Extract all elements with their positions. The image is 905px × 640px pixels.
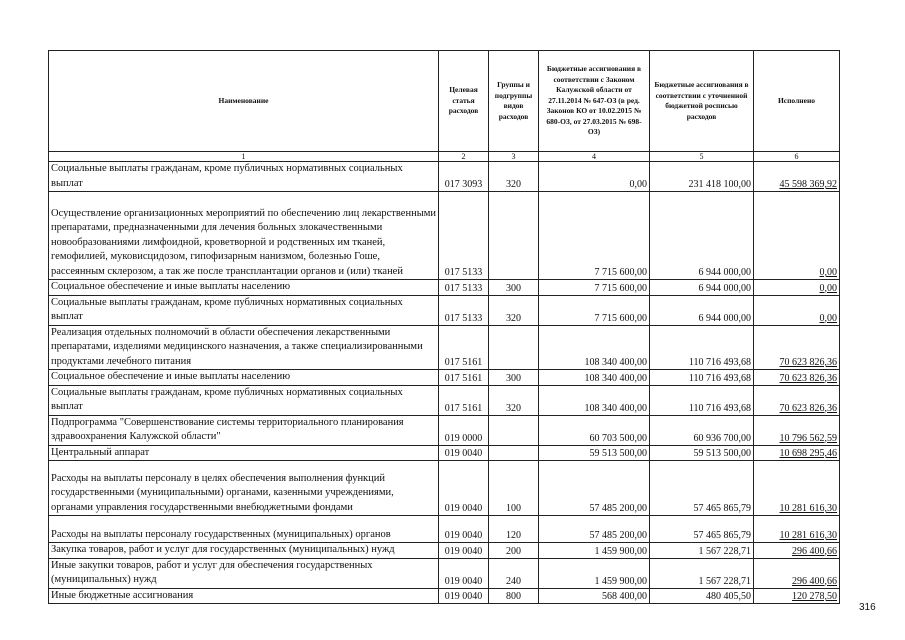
row-target-article: 019 0000 [439,415,489,445]
row-executed-amount: 10 281 616,30 [754,516,840,543]
table-row [49,162,840,192]
column-number: 2 [439,152,489,162]
row-law-amount: 108 340 400,00 [539,385,650,415]
row-law-amount: 57 485 200,00 [539,516,650,543]
table-row [49,543,840,559]
row-executed-amount: 10 698 295,46 [754,445,840,461]
row-target-article: 017 5133 [439,295,489,325]
header-expense-groups: Группы и подгруппы видов расходов [489,51,539,152]
row-executed-amount: 296 400,66 [754,543,840,559]
column-number: 1 [49,152,439,162]
table-row [49,325,840,370]
row-target-article: 019 0040 [439,461,489,516]
row-name: Реализация отдельных полномочий в области обеспечения лекарственными препаратами, изделиями медицинского назначения, а также специализированными продуктами лечебного питания [49,325,439,370]
table-row [49,370,840,386]
row-expense-group: 300 [489,370,539,386]
row-executed-amount: 0,00 [754,280,840,296]
row-refined-amount: 1 567 228,71 [650,543,754,559]
column-number: 5 [650,152,754,162]
header-refined-allocations: Бюджетные ассигнования в соответствии с уточненной бюджетной росписью расходов [650,51,754,152]
row-expense-group [489,415,539,445]
table-row [49,588,840,604]
row-expense-group: 100 [489,461,539,516]
row-executed-amount: 10 281 616,30 [754,461,840,516]
row-expense-group: 800 [489,588,539,604]
row-executed-amount: 296 400,66 [754,558,840,588]
row-refined-amount: 57 465 865,79 [650,461,754,516]
column-number: 4 [539,152,650,162]
budget-table [48,50,840,604]
row-executed-amount: 70 623 826,36 [754,325,840,370]
row-refined-amount: 59 513 500,00 [650,445,754,461]
row-executed-amount: 0,00 [754,192,840,280]
row-refined-amount: 480 405,50 [650,588,754,604]
row-executed-amount: 70 623 826,36 [754,385,840,415]
row-refined-amount: 231 418 100,00 [650,162,754,192]
row-refined-amount: 110 716 493,68 [650,385,754,415]
row-target-article: 017 3093 [439,162,489,192]
row-executed-amount: 45 598 369,92 [754,162,840,192]
row-name: Расходы на выплаты персоналу в целях обеспечения выполнения функций государственными (муниципальными) органами, казенными учреждениями, органами управления государственными внебюджетными фондами [49,461,439,516]
row-name: Осуществление организационных мероприятий по обеспечению лиц лекарственными препаратами, предназначенными для лечения больных злокачественными новообразованиями лимфоидной, кроветворной и родственных им тканей, гемофилией, муковисцидозом, гипофизарным нанизмом, болезнью Гоше, рассеянным склерозом, а так же после трансплантации органов и (или) тканей [49,192,439,280]
row-name: Центральный аппарат [49,445,439,461]
row-refined-amount: 60 936 700,00 [650,415,754,445]
row-executed-amount: 10 796 562,59 [754,415,840,445]
row-executed-amount: 0,00 [754,295,840,325]
row-law-amount: 7 715 600,00 [539,295,650,325]
row-name: Социальное обеспечение и иные выплаты населению [49,370,439,386]
row-executed-amount: 70 623 826,36 [754,370,840,386]
row-name: Закупка товаров, работ и услуг для государственных (муниципальных) нужд [49,543,439,559]
row-expense-group: 240 [489,558,539,588]
row-target-article: 019 0040 [439,543,489,559]
column-number: 6 [754,152,840,162]
table-body [49,162,840,604]
table-row [49,280,840,296]
row-law-amount: 1 459 900,00 [539,558,650,588]
row-expense-group: 200 [489,543,539,559]
row-target-article: 019 0040 [439,445,489,461]
row-law-amount: 1 459 900,00 [539,543,650,559]
row-target-article: 017 5133 [439,192,489,280]
column-number: 3 [489,152,539,162]
table-row [49,295,840,325]
header-target-article: Целевая статья расходов [439,51,489,152]
row-refined-amount: 6 944 000,00 [650,280,754,296]
row-law-amount: 0,00 [539,162,650,192]
row-target-article: 019 0040 [439,588,489,604]
row-refined-amount: 57 465 865,79 [650,516,754,543]
header-name: Наименование [49,51,439,152]
row-law-amount: 57 485 200,00 [539,461,650,516]
header-law-allocations: Бюджетные ассигнования в соответствии с Законом Калужской области от 27.11.2014 № 647-ОЗ (в ред. Законов КО от 10.02.2015 № 680-ОЗ, от 27.03.2015 № 698-ОЗ) [539,51,650,152]
row-refined-amount: 110 716 493,68 [650,325,754,370]
row-law-amount: 568 400,00 [539,588,650,604]
row-name: Расходы на выплаты персоналу государственных (муниципальных) органов [49,516,439,543]
table-row [49,192,840,280]
row-target-article: 019 0040 [439,558,489,588]
row-law-amount: 7 715 600,00 [539,192,650,280]
header-executed: Исполнено [754,51,840,152]
column-number-row [49,152,840,162]
row-target-article: 017 5161 [439,325,489,370]
table-row [49,461,840,516]
row-name: Иные закупки товаров, работ и услуг для обеспечения государственных (муниципальных) нужд [49,558,439,588]
table-row [49,415,840,445]
row-expense-group: 120 [489,516,539,543]
row-name: Социальное обеспечение и иные выплаты населению [49,280,439,296]
table-row [49,385,840,415]
row-name: Социальные выплаты гражданам, кроме публичных нормативных социальных выплат [49,162,439,192]
header-row [49,51,840,152]
table-row [49,516,840,543]
row-expense-group: 320 [489,385,539,415]
row-refined-amount: 110 716 493,68 [650,370,754,386]
row-target-article: 017 5133 [439,280,489,296]
row-law-amount: 7 715 600,00 [539,280,650,296]
row-executed-amount: 120 278,50 [754,588,840,604]
row-target-article: 019 0040 [439,516,489,543]
row-expense-group [489,445,539,461]
table-row [49,558,840,588]
row-target-article: 017 5161 [439,370,489,386]
row-refined-amount: 6 944 000,00 [650,192,754,280]
row-name: Иные бюджетные ассигнования [49,588,439,604]
row-name: Социальные выплаты гражданам, кроме публичных нормативных социальных выплат [49,385,439,415]
row-expense-group: 320 [489,162,539,192]
row-law-amount: 108 340 400,00 [539,370,650,386]
row-expense-group: 300 [489,280,539,296]
row-expense-group: 320 [489,295,539,325]
row-refined-amount: 1 567 228,71 [650,558,754,588]
row-law-amount: 59 513 500,00 [539,445,650,461]
row-name: Социальные выплаты гражданам, кроме публичных нормативных социальных выплат [49,295,439,325]
table-row [49,445,840,461]
row-name: Подпрограмма "Совершенствование системы территориального планирования здравоохранения Калужской области" [49,415,439,445]
row-refined-amount: 6 944 000,00 [650,295,754,325]
page-number: 316 [859,602,876,613]
row-target-article: 017 5161 [439,385,489,415]
row-expense-group [489,192,539,280]
row-law-amount: 108 340 400,00 [539,325,650,370]
row-expense-group [489,325,539,370]
row-law-amount: 60 703 500,00 [539,415,650,445]
